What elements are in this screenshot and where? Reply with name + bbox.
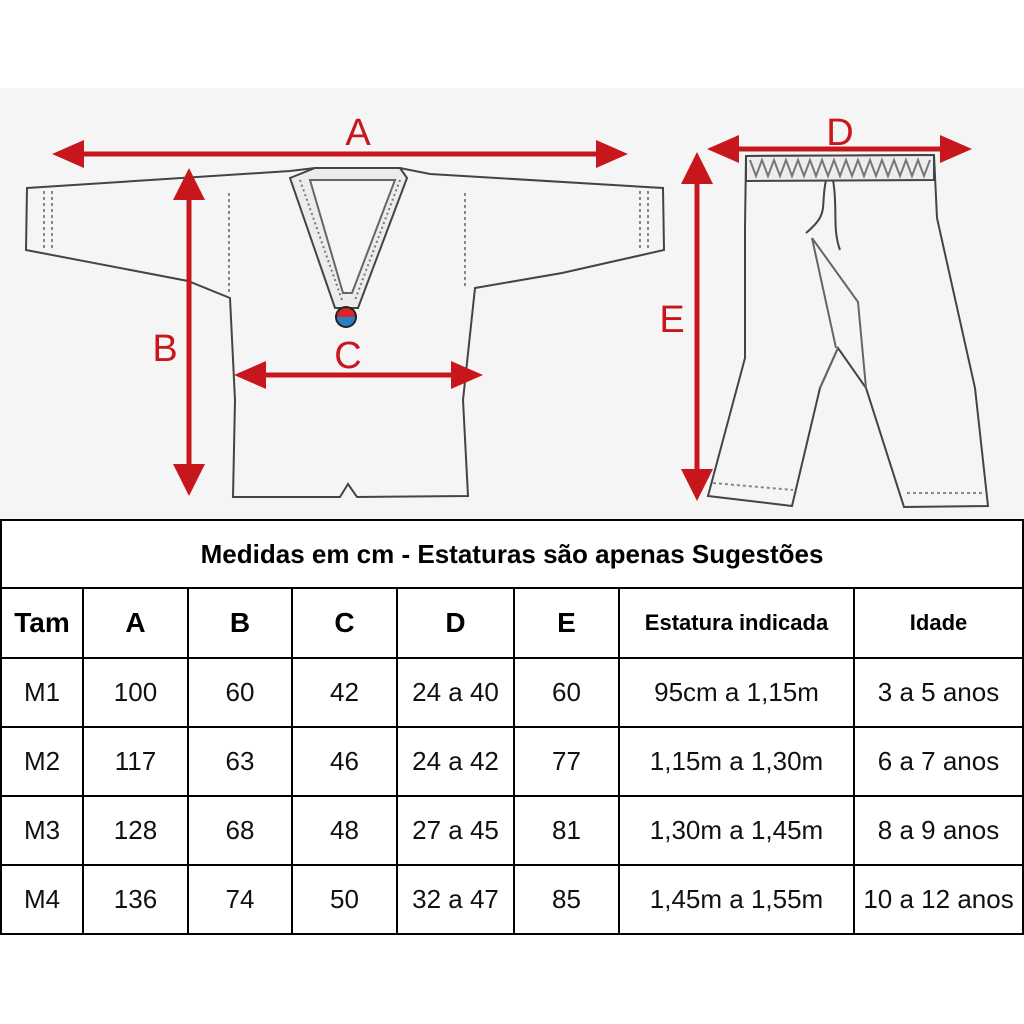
uniform-diagram xyxy=(0,88,1024,520)
cell-e: 85 xyxy=(514,865,619,934)
cell-c: 42 xyxy=(292,658,397,727)
cell-e: 81 xyxy=(514,796,619,865)
table-row xyxy=(1,796,1023,865)
arrow-e xyxy=(659,152,713,501)
cell-estatura: 1,30m a 1,45m xyxy=(619,796,854,865)
jacket-drawing xyxy=(26,168,664,497)
cell-b: 60 xyxy=(188,658,292,727)
header-estatura: Estatura indicada xyxy=(619,588,854,658)
header-a: A xyxy=(83,588,188,658)
cell-e: 60 xyxy=(514,658,619,727)
cell-estatura: 95cm a 1,15m xyxy=(619,658,854,727)
table-row xyxy=(1,865,1023,934)
header-e: E xyxy=(514,588,619,658)
cell-c: 48 xyxy=(292,796,397,865)
emblem xyxy=(335,306,357,328)
cell-tam: M2 xyxy=(1,727,83,796)
cell-a: 117 xyxy=(83,727,188,796)
pants-outline xyxy=(708,155,988,507)
header-idade: Idade xyxy=(854,588,1023,658)
cell-a: 100 xyxy=(83,658,188,727)
cell-d: 24 a 40 xyxy=(397,658,514,727)
cell-a: 128 xyxy=(83,796,188,865)
cell-estatura: 1,45m a 1,55m xyxy=(619,865,854,934)
table-row xyxy=(1,727,1023,796)
cell-b: 63 xyxy=(188,727,292,796)
cell-a: 136 xyxy=(83,865,188,934)
size-table xyxy=(0,519,1024,935)
arrow-a xyxy=(52,112,628,168)
cell-idade: 6 a 7 anos xyxy=(854,727,1023,796)
pants-drawing xyxy=(708,155,988,507)
header-c: C xyxy=(292,588,397,658)
diagram-svg xyxy=(0,88,1024,520)
label-b: B xyxy=(152,328,178,370)
label-d: D xyxy=(826,112,854,154)
cell-d: 27 a 45 xyxy=(397,796,514,865)
label-a: A xyxy=(345,112,371,154)
cell-c: 46 xyxy=(292,727,397,796)
cell-e: 77 xyxy=(514,727,619,796)
cell-idade: 10 a 12 anos xyxy=(854,865,1023,934)
cell-d: 32 a 47 xyxy=(397,865,514,934)
label-e: E xyxy=(659,299,685,341)
cell-tam: M4 xyxy=(1,865,83,934)
cell-idade: 8 a 9 anos xyxy=(854,796,1023,865)
cell-estatura: 1,15m a 1,30m xyxy=(619,727,854,796)
header-d: D xyxy=(397,588,514,658)
cell-b: 68 xyxy=(188,796,292,865)
header-tam: Tam xyxy=(1,588,83,658)
table-title: Medidas em cm - Estaturas são apenas Sugestões xyxy=(1,520,1023,588)
label-c: C xyxy=(334,335,362,377)
cell-tam: M3 xyxy=(1,796,83,865)
cell-d: 24 a 42 xyxy=(397,727,514,796)
cell-tam: M1 xyxy=(1,658,83,727)
cell-idade: 3 a 5 anos xyxy=(854,658,1023,727)
header-b: B xyxy=(188,588,292,658)
cell-b: 74 xyxy=(188,865,292,934)
cell-c: 50 xyxy=(292,865,397,934)
table-row xyxy=(1,658,1023,727)
table-header-row xyxy=(1,588,1023,658)
